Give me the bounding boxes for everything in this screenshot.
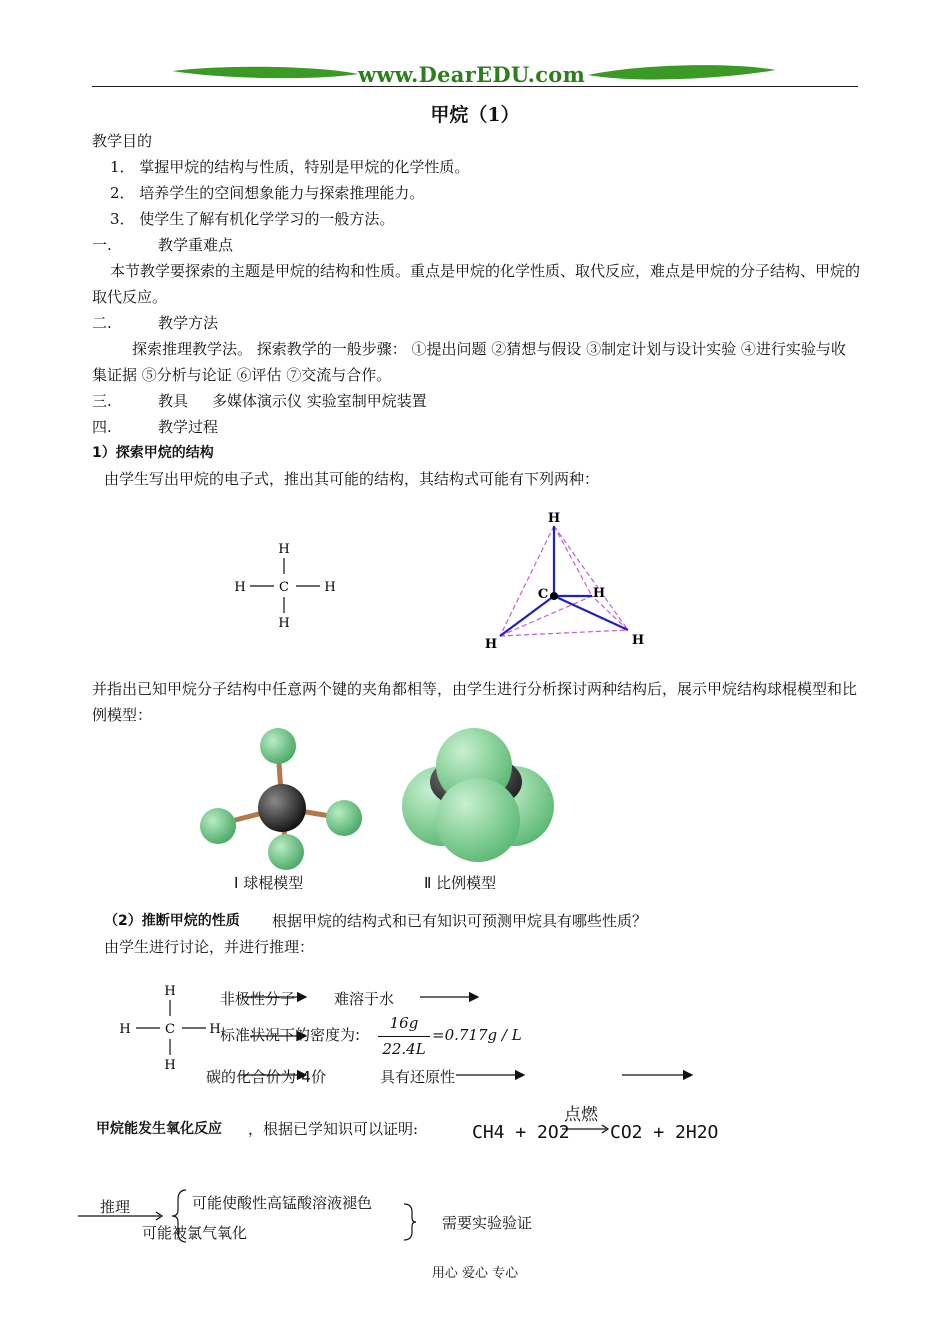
oxidation-claim: 甲烷能发生氧化反应 bbox=[96, 1121, 222, 1137]
section-number: 一. bbox=[92, 236, 112, 254]
part-question: 根据甲烷的结构式和已有知识可预测甲烷具有哪些性质？ bbox=[272, 912, 648, 930]
part-heading: （2）推断甲烷的性质 bbox=[104, 913, 240, 929]
property-label: 标准状况下的密度为: bbox=[220, 1026, 361, 1044]
density-numerator: 16g bbox=[389, 1014, 419, 1032]
part-intro: 由学生写出甲烷的电子式，推出其可能的结构，其结构式可能有下列两种： bbox=[104, 470, 600, 488]
part-text: 并指出已知甲烷分子结构中任意两个键的夹角都相等，由学生进行分析探讨两种结构后，展示甲烷结构球棍模型和比例模型： bbox=[92, 680, 858, 724]
atom-c: C bbox=[165, 1022, 175, 1037]
atom-h: H bbox=[164, 984, 176, 999]
objective-item: 2． 培养学生的空间想象能力与探索推理能力。 bbox=[110, 184, 425, 202]
header-rule bbox=[92, 86, 858, 87]
model-caption: Ⅱ 比例模型 bbox=[424, 874, 497, 892]
planar-structure-diagram bbox=[110, 980, 230, 1080]
density-denominator: 22.4L bbox=[382, 1040, 426, 1058]
property-label: 非极性分子 bbox=[220, 990, 296, 1008]
atom-h: H bbox=[209, 1022, 221, 1037]
atom-h: H bbox=[631, 633, 645, 648]
page-footer: 用心 爱心 专心 bbox=[431, 1266, 519, 1281]
inference-label: 具有还原性 bbox=[380, 1068, 456, 1086]
objective-item: 1． 掌握甲烷的结构与性质，特别是甲烷的化学性质。 bbox=[110, 158, 470, 176]
equation-condition: 点燃 bbox=[564, 1105, 598, 1125]
section-heading: 教学重难点 bbox=[158, 236, 234, 254]
section-text: 多媒体演示仪 实验室制甲烷装置 bbox=[212, 392, 427, 410]
atom-h: H bbox=[484, 637, 498, 652]
atom-h: H bbox=[234, 580, 246, 595]
section-heading: 教具 bbox=[158, 392, 189, 410]
equation-products: CO2 + 2H2O bbox=[610, 1122, 719, 1143]
oxidation-note: ，根据已学知识可以证明: bbox=[248, 1120, 419, 1138]
model-caption: Ⅰ 球棍模型 bbox=[234, 874, 304, 892]
part-heading: 1）探索甲烷的结构 bbox=[92, 445, 214, 461]
tetrahedral-structure-diagram bbox=[480, 506, 650, 656]
section-number: 三. bbox=[92, 392, 112, 410]
atom-h: H bbox=[547, 511, 561, 526]
ball-stick-model-image bbox=[192, 722, 372, 872]
section-text: 探索推理教学法。 探索教学的一般步骤： ①提出问题 ②猜想与假设 ③制定计划与设计实验 ④进行实验与收集证据 ⑤分析与论证 ⑥评估 ⑦交流与合作。 bbox=[92, 340, 846, 384]
section-number: 二. bbox=[92, 314, 112, 332]
atom-c: C bbox=[279, 580, 289, 595]
section-heading: 教学过程 bbox=[158, 418, 219, 436]
atom-c: C bbox=[537, 587, 549, 602]
equation-reactants: CH4 + 2O2 bbox=[472, 1122, 570, 1143]
reasoning-item: 可能被氯气氧化 bbox=[142, 1224, 248, 1242]
objective-item: 3． 使学生了解有机化学学习的一般方法。 bbox=[110, 210, 395, 228]
part-discuss: 由学生进行讨论，并进行推理： bbox=[104, 938, 315, 956]
reasoning-item: 可能使酸性高锰酸溶液褪色 bbox=[192, 1194, 373, 1212]
equation-arrow bbox=[562, 1122, 610, 1136]
page-title: 甲烷（1） bbox=[430, 104, 520, 126]
atom-h: H bbox=[278, 542, 290, 557]
reasoning-arrows bbox=[220, 984, 710, 1084]
atom-h: H bbox=[592, 586, 606, 601]
section-text: 本节教学要探索的主题是甲烷的结构和性质。重点是甲烷的化学性质、取代反应，难点是甲烷的分子结构、甲烷的取代反应。 bbox=[92, 262, 861, 306]
header-logo[interactable]: www.DearEDU.com bbox=[358, 62, 586, 87]
atom-h: H bbox=[164, 1058, 176, 1073]
density-result: =0.717g / L bbox=[432, 1026, 522, 1044]
property-label: 碳的化合价为-4价 bbox=[206, 1068, 326, 1086]
atom-h: H bbox=[324, 580, 336, 595]
section-number: 四. bbox=[92, 418, 112, 436]
section-heading: 教学方法 bbox=[158, 314, 219, 332]
space-filling-model-image bbox=[398, 726, 558, 866]
verify-note: 需要实验验证 bbox=[442, 1214, 533, 1232]
inference-label: 难溶于水 bbox=[334, 990, 395, 1008]
reasoning-label: 推理 bbox=[100, 1198, 131, 1216]
atom-h: H bbox=[278, 616, 290, 631]
atom-h: H bbox=[119, 1022, 131, 1037]
objectives-heading: 教学目的 bbox=[92, 132, 153, 150]
planar-structure-diagram bbox=[226, 536, 346, 636]
